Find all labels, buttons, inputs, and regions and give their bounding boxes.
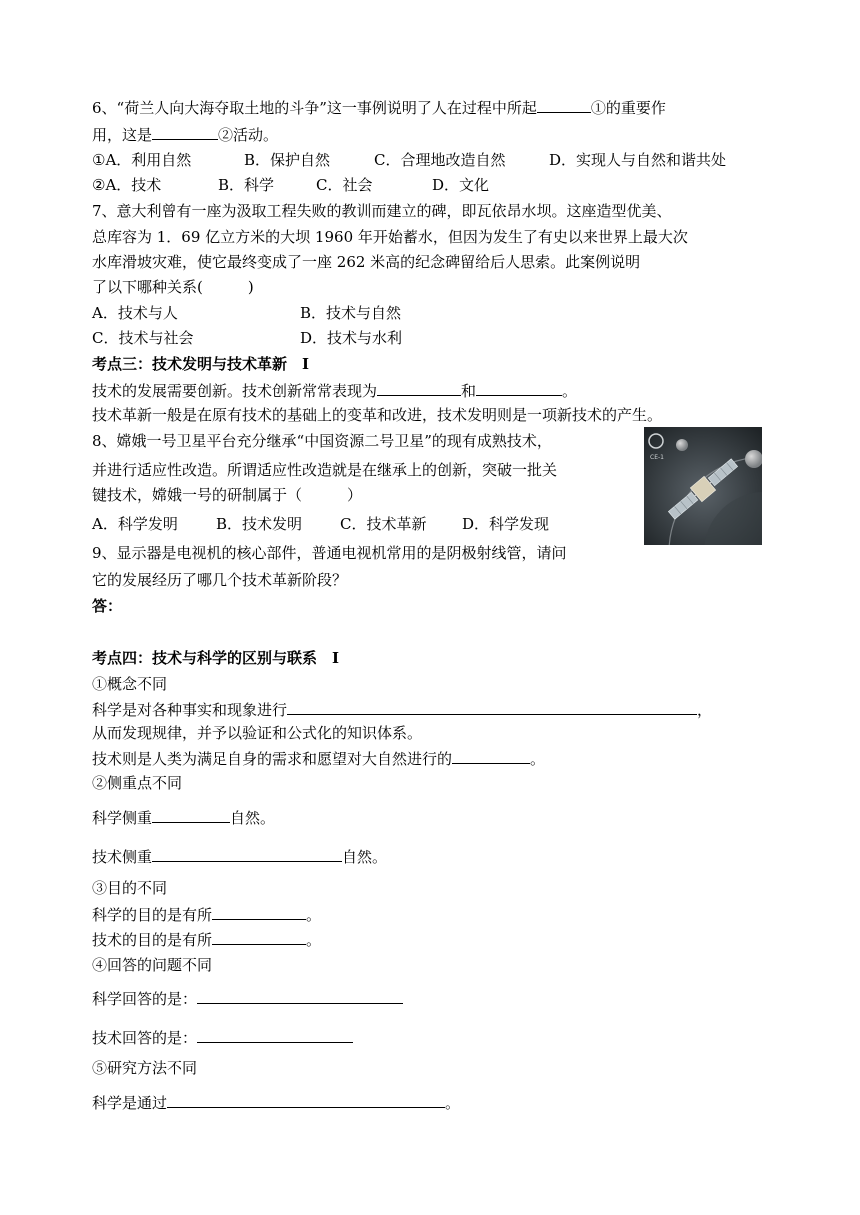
sec4-p3-text-2b: 。 bbox=[306, 931, 322, 949]
q8-line1: 8、嫦娥一号卫星平台充分继承“中国资源二号卫星”的现有成熟技术， bbox=[92, 432, 552, 450]
sec4-p4-text-1: 科学回答的是： bbox=[92, 990, 198, 1008]
q6-opt2-d[interactable]: D．文化 bbox=[432, 176, 490, 194]
q6-opt1-a[interactable]: ①A．利用自然 bbox=[92, 151, 192, 169]
sec4-p4-line2 bbox=[92, 1027, 353, 1048]
sec4-p1-line3 bbox=[92, 748, 545, 769]
q6-opt2-b[interactable]: B．科学 bbox=[218, 176, 275, 194]
q9-line2: 它的发展经历了哪几个技术革新阶段？ bbox=[92, 571, 348, 589]
sec4-p1-text-1a: 科学是对各种事实和现象进行 bbox=[92, 701, 288, 719]
sec4-blank-science-method[interactable] bbox=[167, 1092, 445, 1108]
q8-line2: 并进行适应性改造。所谓适应性改造就是在继承上的创新，突破一批关 bbox=[92, 461, 558, 479]
sec4-blank-transform[interactable] bbox=[452, 748, 530, 764]
sec4-p3-text-2a: 技术的目的是有所 bbox=[92, 931, 213, 949]
q8-opt-b[interactable]: B．技术发明 bbox=[216, 515, 303, 533]
q6-text-1a: 6、“荷兰人向大海夺取土地的斗争”这一事例说明了人在过程中所起 bbox=[92, 99, 537, 117]
q7-options-1 bbox=[92, 303, 401, 323]
q8-options bbox=[92, 514, 549, 534]
sec4-p3-text-1a: 科学的目的是有所 bbox=[92, 906, 213, 924]
sec4-p3-line2 bbox=[92, 929, 321, 950]
q6-opt1-c[interactable]: C．合理地改造自然 bbox=[374, 151, 506, 169]
sec4-p2-line1 bbox=[92, 807, 275, 828]
q6-options-1 bbox=[92, 150, 726, 170]
sec4-p1-text-1b: ， bbox=[697, 701, 713, 719]
sec4-p1-line2: 从而发现规律，并予以验证和公式化的知识体系。 bbox=[92, 724, 423, 742]
sec3-text-1a: 技术的发展需要创新。技术创新常常表现为 bbox=[92, 382, 378, 400]
sec4-p3-line1 bbox=[92, 904, 321, 925]
q8-opt-a[interactable]: A．科学发明 bbox=[92, 515, 178, 533]
q6-options-2 bbox=[92, 175, 489, 195]
q7-line3: 水库滑坡灾难，使它最终变成了一座 262 米高的纪念碑留给后人思索。此案例说明 bbox=[92, 253, 641, 271]
sec4-p1-text-3a: 技术则是人类为满足自身的需求和愿望对大自然进行的 bbox=[92, 750, 453, 768]
q7-options-2 bbox=[92, 328, 402, 348]
q6-opt2-a[interactable]: ②A．技术 bbox=[92, 176, 162, 194]
sec4-p5-text-1a: 科学是通过 bbox=[92, 1094, 168, 1112]
q6-text-1b: ①的重要作 bbox=[590, 99, 666, 117]
sec3-blank-1[interactable] bbox=[377, 380, 461, 396]
q7-line2: 总库容为 1．69 亿立方米的大坝 1960 年开始蓄水，但因为发生了有史以来世界上最大次 bbox=[92, 228, 688, 246]
q6-line1 bbox=[92, 97, 666, 118]
q6-opt2-c[interactable]: C．社会 bbox=[316, 176, 373, 194]
sec4-blank-tech-goal[interactable] bbox=[212, 929, 306, 945]
svg-text:CE-1: CE-1 bbox=[650, 454, 664, 461]
satellite-image bbox=[644, 427, 762, 545]
sec4-p1-text-3b: 。 bbox=[530, 750, 546, 768]
section4-title: 考点四：技术与科学的区别与联系 Ⅰ bbox=[92, 649, 340, 667]
q9-answer-label: 答： bbox=[92, 597, 123, 615]
q9-line1: 9、显示器是电视机的核心部件，普通电视机常用的是阴极射线管，请问 bbox=[92, 544, 567, 562]
sec3-text-1b: 和 bbox=[461, 382, 477, 400]
sec4-p4-text-2: 技术回答的是： bbox=[92, 1029, 198, 1047]
sec4-blank-science-question[interactable] bbox=[197, 988, 403, 1004]
q7-opt-d[interactable]: D．技术与水利 bbox=[300, 329, 403, 347]
q6-blank-1[interactable] bbox=[537, 97, 591, 113]
q6-blank-2[interactable] bbox=[152, 124, 218, 140]
q6-text-2b: ②活动。 bbox=[218, 126, 279, 144]
q6-opt1-b[interactable]: B．保护自然 bbox=[244, 151, 331, 169]
sec4-p1-line1 bbox=[92, 699, 712, 720]
sec4-p1-heading: ①概念不同 bbox=[92, 675, 168, 693]
q7-opt-b[interactable]: B．技术与自然 bbox=[300, 304, 402, 322]
sec4-p2-text-2a: 技术侧重 bbox=[92, 848, 153, 866]
q7-line4: 了以下哪种关系( ) bbox=[92, 278, 254, 296]
sec4-p4-heading: ④回答的问题不同 bbox=[92, 956, 213, 974]
sec4-blank-observe[interactable] bbox=[287, 699, 697, 715]
q6-line2 bbox=[92, 124, 278, 145]
sec4-p3-heading: ③目的不同 bbox=[92, 879, 168, 897]
sec4-blank-science-focus[interactable] bbox=[152, 807, 230, 823]
sec4-p2-line2 bbox=[92, 846, 387, 867]
q7-line1: 7、意大利曾有一座为汲取工程失败的教训而建立的碑，即瓦依昂水坝。这座造型优美、 bbox=[92, 202, 672, 220]
q7-opt-c[interactable]: C．技术与社会 bbox=[92, 329, 194, 347]
sec4-p5-text-1b: 。 bbox=[445, 1094, 461, 1112]
sec4-blank-tech-focus[interactable] bbox=[152, 846, 342, 862]
section3-title: 考点三：技术发明与技术革新 Ⅰ bbox=[92, 355, 310, 373]
sec3-line1 bbox=[92, 380, 577, 401]
q6-opt1-d[interactable]: D．实现人与自然和谐共处 bbox=[549, 151, 727, 169]
sec4-p2-text-2b: 自然。 bbox=[342, 848, 388, 866]
sec3-blank-2[interactable] bbox=[476, 380, 562, 396]
sec4-p5-heading: ⑤研究方法不同 bbox=[92, 1059, 198, 1077]
sec4-p2-text-1b: 自然。 bbox=[230, 809, 276, 827]
sec3-line2: 技术革新一般是在原有技术的基础上的变革和改进，技术发明则是一项新技术的产生。 bbox=[92, 406, 663, 424]
sec4-blank-science-goal[interactable] bbox=[212, 904, 306, 920]
sec4-p4-line1 bbox=[92, 988, 403, 1009]
q6-text-2a: 用，这是 bbox=[92, 126, 153, 144]
sec4-p5-line1 bbox=[92, 1092, 460, 1113]
q8-opt-d[interactable]: D．科学发现 bbox=[462, 515, 550, 533]
q7-opt-a[interactable]: A．技术与人 bbox=[92, 304, 178, 322]
sec4-blank-tech-question[interactable] bbox=[197, 1027, 353, 1043]
q8-opt-c[interactable]: C．技术革新 bbox=[340, 515, 427, 533]
q8-line3: 键技术，嫦娥一号的研制属于（ ） bbox=[92, 486, 363, 504]
satellite-icon bbox=[644, 427, 762, 545]
sec4-p2-text-1a: 科学侧重 bbox=[92, 809, 153, 827]
sec4-p3-text-1b: 。 bbox=[306, 906, 322, 924]
sec3-text-1c: 。 bbox=[562, 382, 578, 400]
sec4-p2-heading: ②侧重点不同 bbox=[92, 774, 183, 792]
